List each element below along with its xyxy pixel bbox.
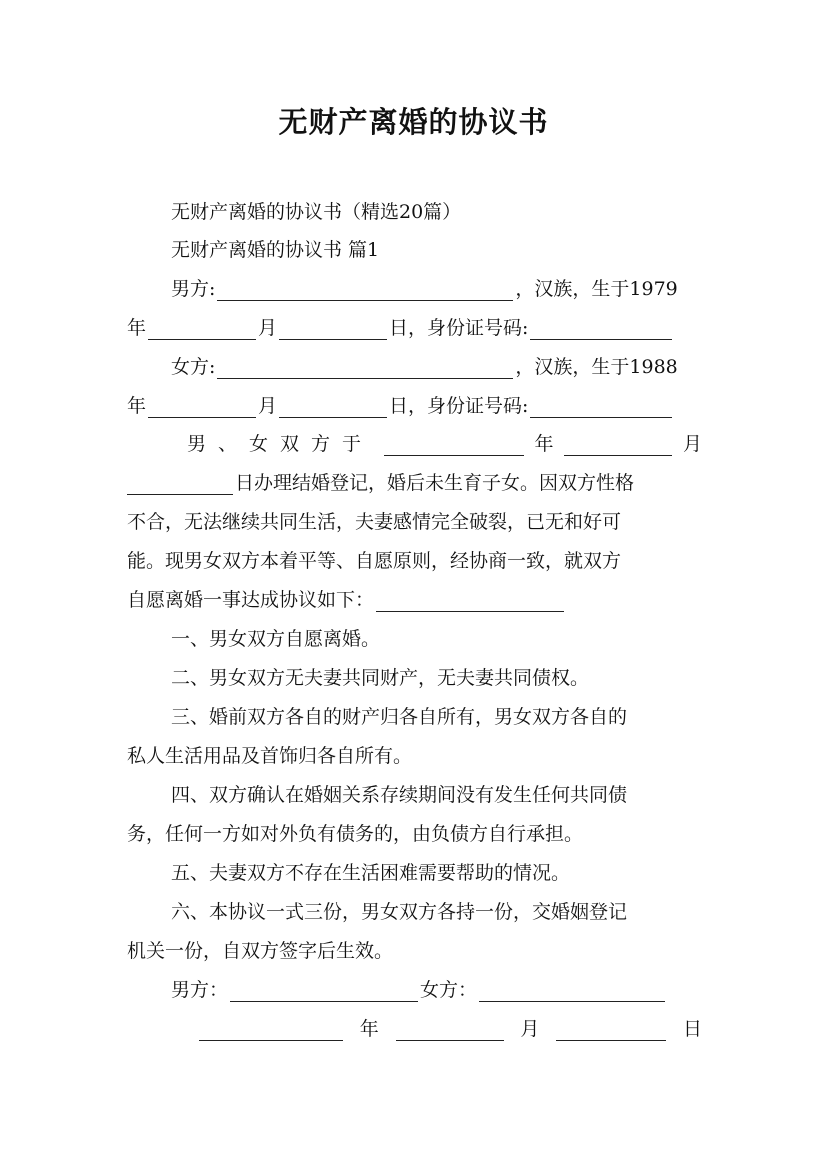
clause-1 — [127, 627, 746, 651]
male-day-id-label: 日，身份证号码: — [389, 317, 529, 339]
female-name-blank[interactable] — [217, 358, 513, 379]
female-day-id-label: 日，身份证号码: — [389, 395, 529, 417]
signature-line — [127, 978, 746, 1002]
female-id-number-blank[interactable] — [530, 397, 672, 418]
female-label: 女方: — [171, 356, 216, 378]
section-heading-text: 无财产离婚的协议书 篇1 — [171, 239, 380, 261]
marriage-year-blank[interactable] — [384, 435, 524, 456]
clause-6-text-2: 机关一份，自双方签字后生效。 — [127, 940, 394, 962]
clause-3-line-2 — [127, 744, 702, 768]
marriage-month-blank[interactable] — [564, 435, 672, 456]
clause-6-line-2 — [127, 939, 702, 963]
subtitle-text: 无财产离婚的协议书（精选20篇） — [171, 201, 462, 223]
female-signature-blank[interactable] — [479, 981, 665, 1002]
signature-year-label: 年 — [359, 1018, 379, 1040]
clause-2 — [127, 666, 746, 690]
male-birth-month-blank[interactable] — [148, 319, 256, 340]
female-year-label: 年 — [127, 395, 147, 417]
marriage-line-5 — [127, 588, 702, 612]
male-month-label: 月 — [258, 317, 278, 339]
marriage-line-3 — [127, 510, 702, 534]
marriage-line-3-text: 不合，无法继续共同生活，夫妻感情完全破裂，已无和好可 — [127, 511, 622, 533]
signature-date-line — [127, 1017, 702, 1041]
signature-month-blank[interactable] — [396, 1020, 504, 1041]
marriage-parties-text: 男、女双方于 — [187, 433, 374, 455]
female-birth-month-blank[interactable] — [148, 397, 256, 418]
signature-day-blank[interactable] — [556, 1020, 666, 1041]
marriage-line-4 — [127, 549, 702, 573]
female-birth-day-blank[interactable] — [279, 397, 387, 418]
clause-5 — [127, 861, 746, 885]
signature-month-label: 月 — [520, 1018, 540, 1040]
marriage-day-blank[interactable] — [127, 474, 233, 495]
clause-4-line-2 — [127, 822, 702, 846]
male-label: 男方: — [171, 278, 216, 300]
female-month-label: 月 — [258, 395, 278, 417]
section-heading — [127, 238, 746, 262]
male-id-number-blank[interactable] — [530, 319, 672, 340]
marriage-line-5-text: 自愿离婚一事达成协议如下： — [127, 589, 375, 611]
clause-4-line-1 — [127, 783, 746, 807]
male-year-label: 年 — [127, 317, 147, 339]
female-birth-line — [127, 394, 702, 418]
clause-4-text-2: 务，任何一方如对外负有债务的，由负债方自行承担。 — [127, 823, 584, 845]
document-subtitle — [127, 200, 746, 224]
marriage-line-2-text: 日办理结婚登记，婚后未生育子女。因双方性格 — [235, 472, 635, 494]
signature-day-label: 日 — [682, 1018, 702, 1040]
marriage-year-label: 年 — [534, 433, 554, 455]
document-title: 无财产离婚的协议书 — [278, 105, 549, 139]
clause-5-text: 五、夫妻双方不存在生活困难需要帮助的情况。 — [171, 862, 571, 884]
female-signature-label: 女方： — [420, 979, 478, 1001]
clause-2-text: 二、男女双方无夫妻共同财产，无夫妻共同债权。 — [171, 667, 590, 689]
female-ethnicity-birth: ，汉族，生于1988 — [515, 356, 678, 378]
female-party-line — [127, 355, 746, 379]
male-birth-line — [127, 316, 702, 340]
clause-3-line-1 — [127, 705, 746, 729]
marriage-line-2 — [127, 471, 702, 495]
male-party-line — [127, 277, 746, 301]
clause-1-text: 一、男女双方自愿离婚。 — [171, 628, 381, 650]
male-name-blank[interactable] — [217, 280, 513, 301]
clause-6-text-1: 六、本协议一式三份，男女双方各持一份，交婚姻登记 — [171, 901, 628, 923]
clause-3-text-1: 三、婚前双方各自的财产归各自所有，男女双方各自的 — [171, 706, 628, 728]
clause-6-line-1 — [127, 900, 746, 924]
male-ethnicity-birth: ，汉族，生于1979 — [515, 278, 678, 300]
male-signature-label: 男方： — [171, 979, 229, 1001]
agreement-intro-blank[interactable] — [376, 591, 564, 612]
male-signature-blank[interactable] — [230, 981, 418, 1002]
signature-year-blank[interactable] — [199, 1020, 343, 1041]
clause-3-text-2: 私人生活用品及首饰归各自所有。 — [127, 745, 413, 767]
clause-4-text-1: 四、双方确认在婚姻关系存续期间没有发生任何共同债 — [171, 784, 628, 806]
marriage-line-4-text: 能。现男女双方本着平等、自愿原则，经协商一致，就双方 — [127, 550, 622, 572]
male-birth-day-blank[interactable] — [279, 319, 387, 340]
marriage-date-line — [127, 432, 702, 456]
marriage-month-label: 月 — [682, 433, 702, 455]
